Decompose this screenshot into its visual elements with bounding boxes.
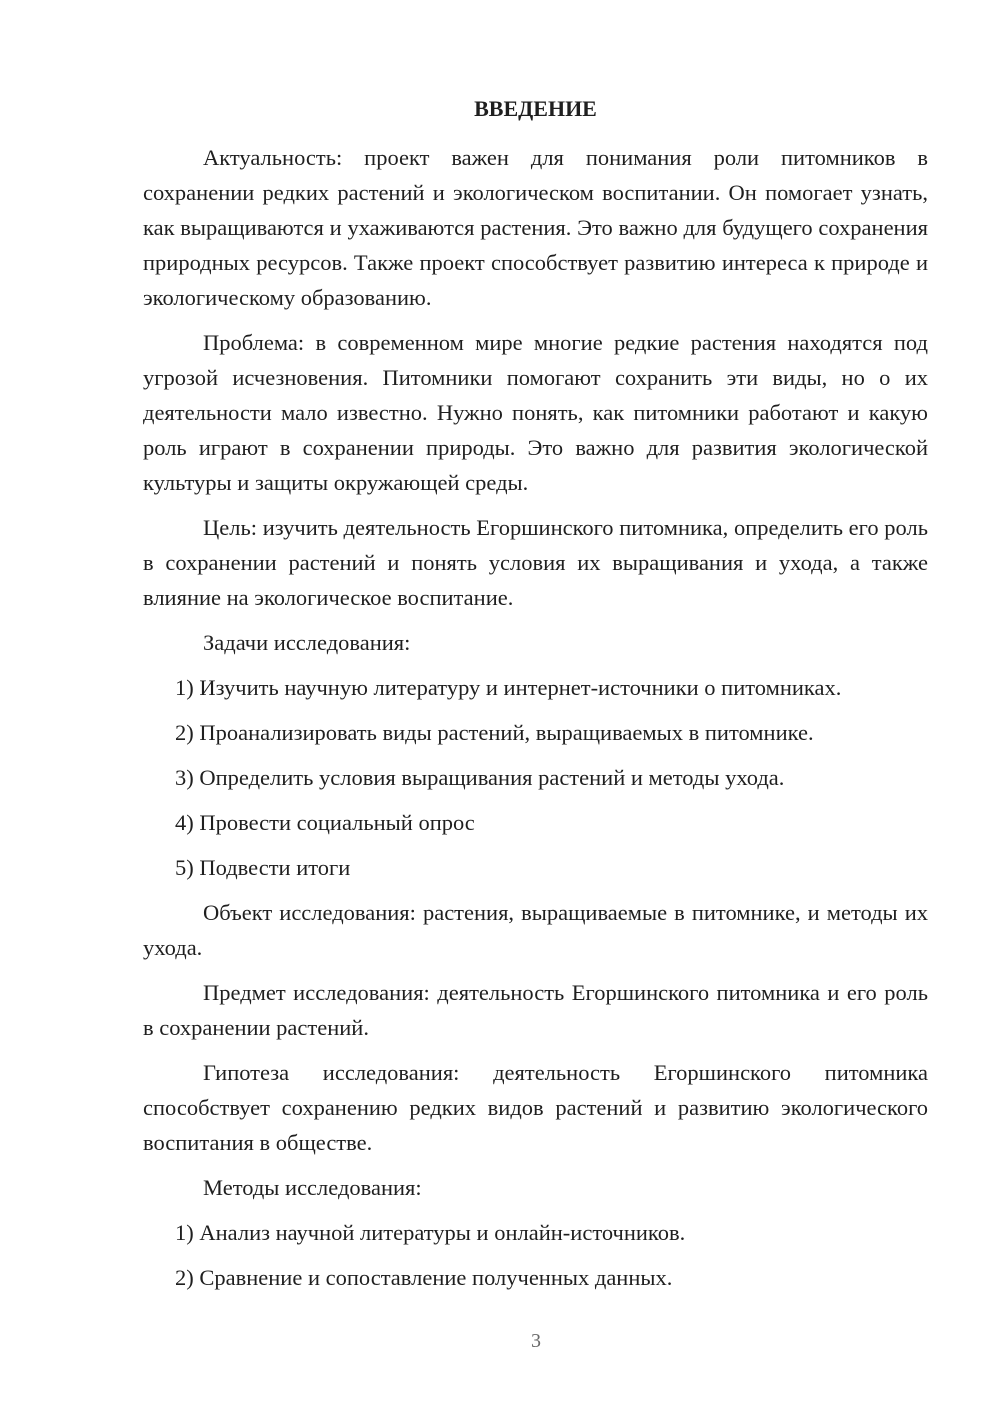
goal-paragraph: Цель: изучить деятельность Егоршинского питомника, определить его роль в сохранении растений и понять условия их выращивания и ухода, а также влияние на экологическое воспитание. <box>143 515 928 610</box>
task-item: 5) Подвести итоги <box>175 855 351 880</box>
method-item: 1) Анализ научной литературы и онлайн-источников. <box>175 1220 686 1245</box>
page-number: 3 <box>531 1330 541 1352</box>
page-content <box>143 92 928 1305</box>
methods-heading: Методы исследования: <box>203 1175 422 1200</box>
page-title: ВВЕДЕНИЕ <box>474 96 597 121</box>
method-item: 2) Сравнение и сопоставление полученных данных. <box>175 1265 673 1290</box>
subject-paragraph: Предмет исследования: деятельность Егоршинского питомника и его роль в сохранении растений. <box>143 980 928 1040</box>
relevance-paragraph: Актуальность: проект важен для понимания роли питомников в сохранении редких растений и экологическом воспитании. Он помогает узнать, как выращиваются и ухаживаются растения. Это важно для будущего сохранения природных ресурсов. Также проект способствует развитию интереса к природе и экологическому образованию. <box>143 145 928 310</box>
task-item: 1) Изучить научную литературу и интернет-источники о питомниках. <box>175 675 842 700</box>
task-item: 2) Проанализировать виды растений, выращиваемых в питомнике. <box>175 720 814 745</box>
task-item: 3) Определить условия выращивания растений и методы ухода. <box>175 765 785 790</box>
hypothesis-paragraph: Гипотеза исследования: деятельность Егоршинского питомника способствует сохранению редких видов растений и развитию экологического воспитания в обществе. <box>143 1060 928 1155</box>
tasks-heading: Задачи исследования: <box>203 630 411 655</box>
task-item: 4) Провести социальный опрос <box>175 810 475 835</box>
object-paragraph: Объект исследования: растения, выращиваемые в питомнике, и методы их ухода. <box>143 900 928 960</box>
problem-paragraph: Проблема: в современном мире многие редкие растения находятся под угрозой исчезновения. Питомники помогают сохранить эти виды, но о их деятельности мало известно. Нужно понять, как питомники работают и какую роль играют в сохранении природы. Это важно для развития экологической культуры и защиты окружающей среды. <box>143 330 928 495</box>
